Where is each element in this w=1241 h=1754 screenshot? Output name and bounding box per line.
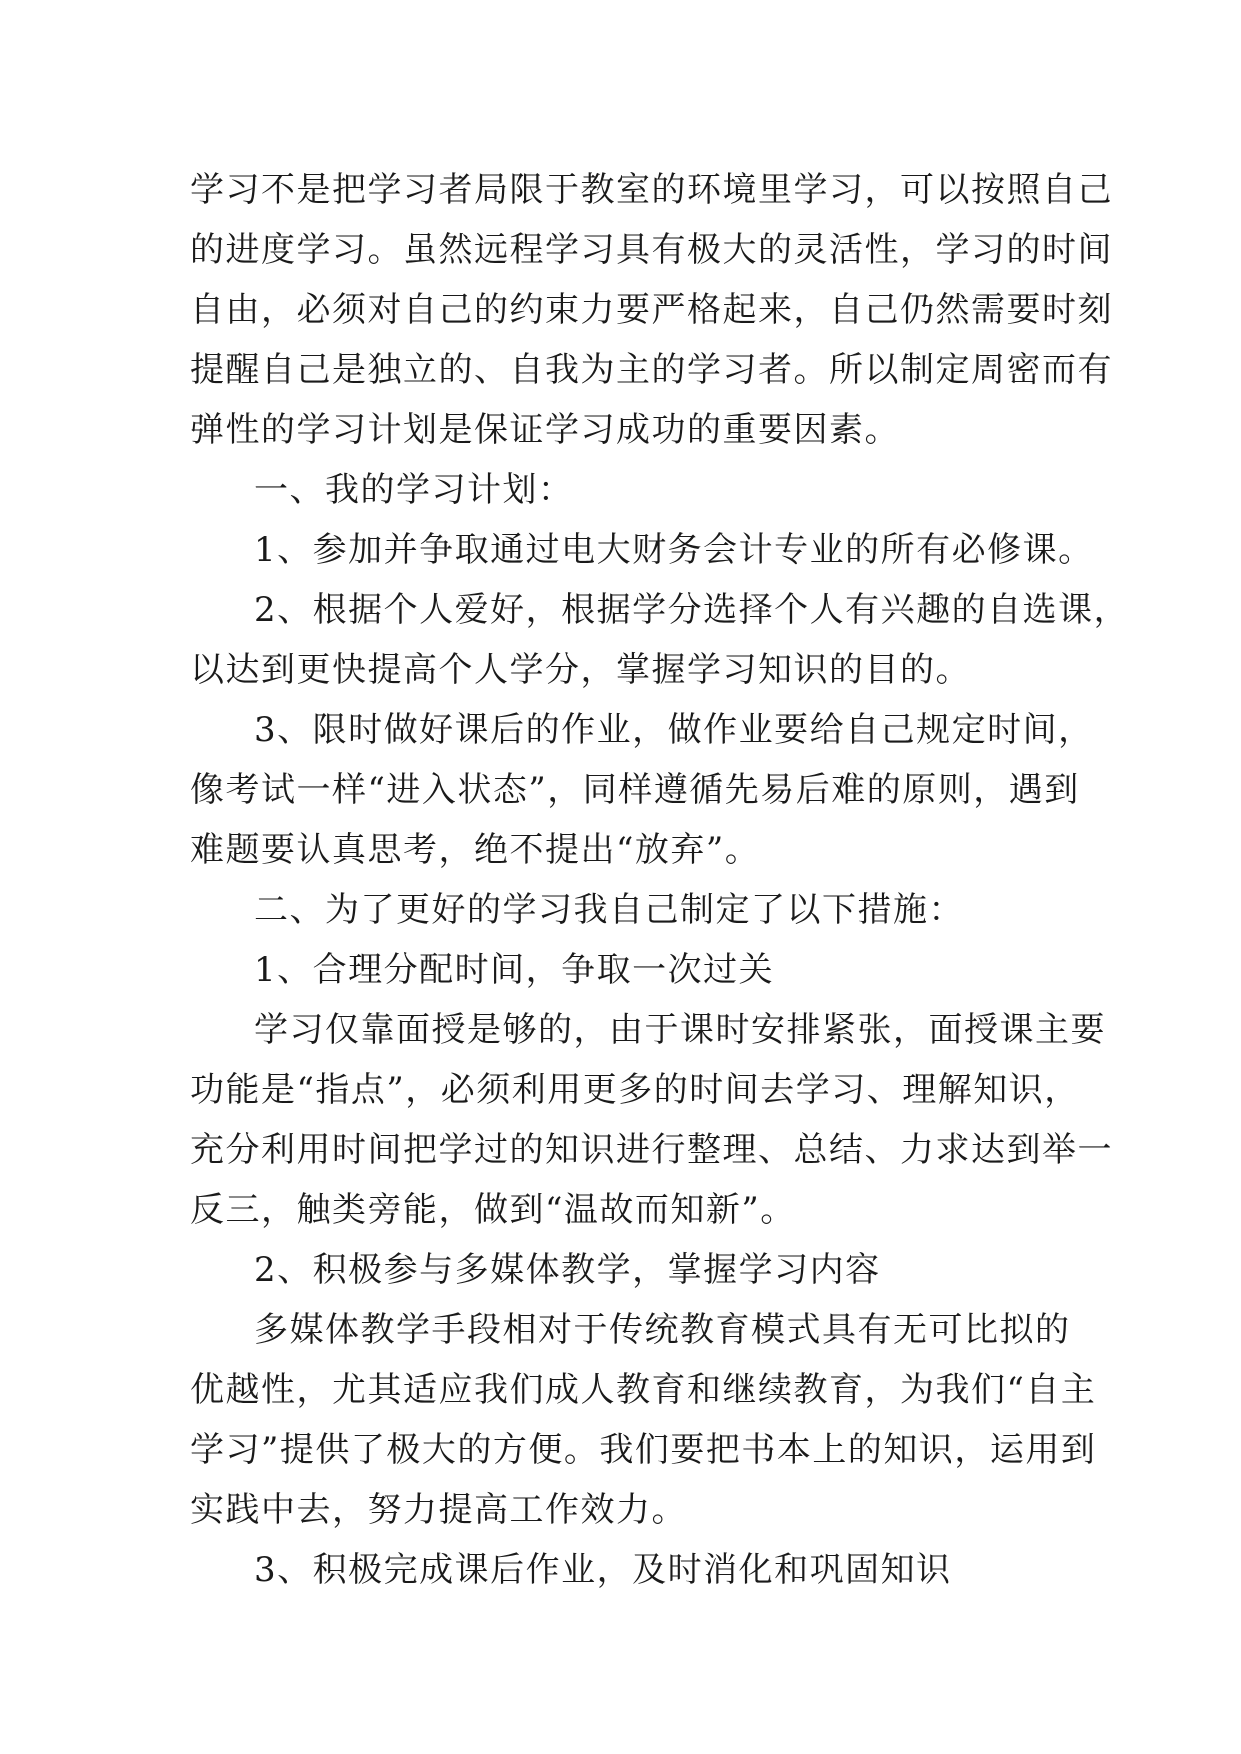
subsection-heading: 3、积极完成课后作业，及时消化和巩固知识	[254, 1550, 952, 1590]
paragraph-line: 学习仅靠面授是够的，由于课时安排紧张，面授课主要	[254, 1010, 1106, 1050]
paragraph-line: 以达到更快提高个人学分，掌握学习知识的目的。	[190, 650, 971, 690]
document-body	[190, 160, 1130, 1600]
paragraph-line: 像考试一样“进入状态”，同样遵循先易后难的原则，遇到	[190, 770, 1080, 810]
subsection-heading: 2、积极参与多媒体教学，掌握学习内容	[254, 1250, 881, 1290]
list-item: 1、参加并争取通过电大财务会计专业的所有必修课。	[254, 530, 1094, 570]
paragraph-line: 自由，必须对自己的约束力要严格起来，自己仍然需要时刻	[190, 290, 1113, 330]
paragraph-line: 学习不是把学习者局限于教室的环境里学习，可以按照自己	[190, 170, 1113, 210]
paragraph-line: 充分利用时间把学过的知识进行整理、总结、力求达到举一	[190, 1130, 1113, 1170]
section-heading: 一、我的学习计划：	[254, 470, 574, 510]
section-heading: 二、为了更好的学习我自己制定了以下措施：	[254, 890, 964, 930]
paragraph-line: 功能是“指点”，必须利用更多的时间去学习、理解知识，	[190, 1070, 1080, 1110]
paragraph-line: 的进度学习。虽然远程学习具有极大的灵活性，学习的时间	[190, 230, 1113, 270]
paragraph-line: 难题要认真思考，绝不提出“放弃”。	[190, 830, 761, 870]
paragraph-line: 实践中去，努力提高工作效力。	[190, 1490, 687, 1530]
paragraph-line: 反三，触类旁能，做到“温故而知新”。	[190, 1190, 796, 1230]
list-item: 3、限时做好课后的作业，做作业要给自己规定时间，	[254, 710, 1094, 750]
subsection-heading: 1、合理分配时间，争取一次过关	[254, 950, 775, 990]
paragraph-line: 优越性，尤其适应我们成人教育和继续教育，为我们“自主	[190, 1370, 1097, 1410]
paragraph-line: 弹性的学习计划是保证学习成功的重要因素。	[190, 410, 900, 450]
paragraph-line: 多媒体教学手段相对于传统教育模式具有无可比拟的	[254, 1310, 1071, 1350]
paragraph-line: 提醒自己是独立的、自我为主的学习者。所以制定周密而有	[190, 350, 1113, 390]
paragraph-line: 学习”提供了极大的方便。我们要把书本上的知识，运用到	[190, 1430, 1097, 1470]
list-item: 2、根据个人爱好，根据学分选择个人有兴趣的自选课，	[254, 590, 1130, 630]
